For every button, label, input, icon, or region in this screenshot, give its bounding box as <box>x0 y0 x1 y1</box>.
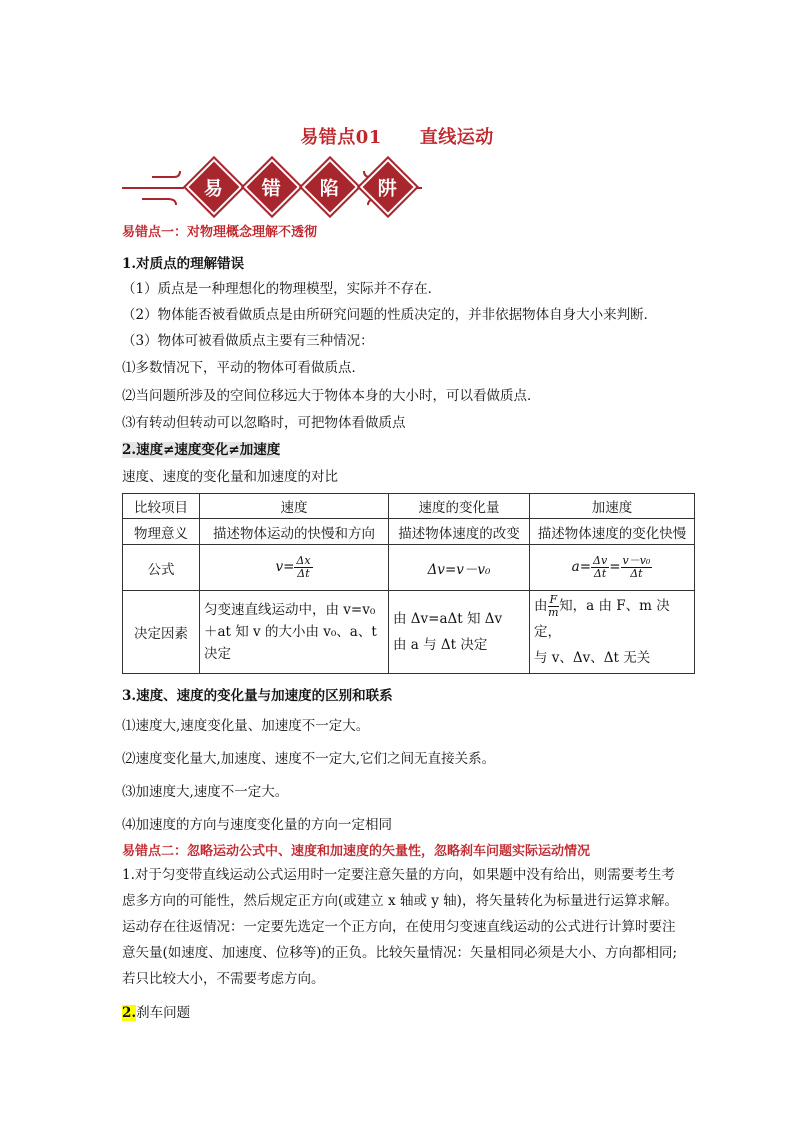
title-left: 易错点01 <box>300 127 382 148</box>
item1-line: ⑶有转动但转动可以忽略时，可把物体看做质点 <box>122 415 406 431</box>
table-row <box>123 591 695 674</box>
item2-title: 2.速度≠速度变化≠加速度 <box>122 442 281 458</box>
section1-heading: 易错点一：对物理概念理解不透彻 <box>122 225 318 240</box>
table-header: 速度的变化量 <box>389 494 530 519</box>
item3-title: 3.速度、速度的变化量与加速度的区别和联系 <box>122 688 393 704</box>
banner-diamond: 阱 <box>360 159 417 216</box>
table-cell: 公式 <box>123 545 200 591</box>
page-title <box>0 123 794 149</box>
item1-line: （1）质点是一种理想化的物理模型，实际并不存在． <box>122 281 442 297</box>
item3-line: ⑶加速度大,速度不一定大。 <box>122 784 289 800</box>
formula-delta-v: Δv=v－v₀ <box>389 545 530 591</box>
trap-banner <box>122 161 422 213</box>
decide-velocity: 匀变速直线运动中，由 v=v₀ ＋at 知 v 的大小由 v₀、a、t 决定 <box>200 591 389 674</box>
table-cell: 描述物体速度的改变 <box>389 519 530 545</box>
banner-diamond: 陷 <box>302 159 359 216</box>
item1-title: 1.对质点的理解错误 <box>122 256 245 272</box>
decide-acceleration: 由 $\frac{F}{m}$ 知，a 由 F、m 决定， 与 v、Δv、Δt 无关 <box>530 591 695 674</box>
section2-paragraph: 1.对于匀变带直线运动公式运用时一定要注意矢量的方向，如果题中没有给出，则需要考生考 虑多方向的可能性，然后规定正方向(或建立 x 轴或 y 轴)，将矢量转化为标量进行运算求解。 运动存在往返情况：一定要先选定一个正方向，在使用匀变速直线运动的公式进行计算时要注 意矢量(如速度、加速度、位移等)的正负。比较矢量情况：矢量相同必须是大小、方向都相同; 若只比较大小，不需要考虑方向。 <box>122 867 678 987</box>
formula-velocity: v= $\frac{\Delta x}{\Delta t}$ <box>200 545 389 591</box>
item1-line: ⑴多数情况下，平动的物体可看做质点． <box>122 360 365 376</box>
banner-diamond: 易 <box>186 159 243 216</box>
section2-heading: 易错点二：忽略运动公式中、速度和加速度的矢量性，忽略刹车问题实际运动情况 <box>122 844 591 859</box>
item1-line: （3）物体可被看做质点主要有三种情况： <box>122 333 374 349</box>
table-cell: 描述物体速度的变化快慢 <box>530 519 695 545</box>
table-header: 加速度 <box>530 494 695 519</box>
title-right: 直线运动 <box>419 127 494 148</box>
table-header: 速度 <box>200 494 389 519</box>
table-cell: 物理意义 <box>123 519 200 545</box>
banner-diamonds <box>188 161 414 213</box>
table-header: 比较项目 <box>123 494 200 519</box>
table-header-row <box>123 494 695 519</box>
item1-line: （2）物体能否被看做质点是由所研究问题的性质决定的，并非依据物体自身大小来判断． <box>122 307 658 323</box>
table-row <box>123 519 695 545</box>
section2-item2: 2.刹车问题 <box>122 1005 191 1021</box>
banner-diamond: 错 <box>244 159 301 216</box>
formula-acceleration: a= $\frac{\Delta v}{\Delta t}$ = $\frac{\text{v－v₀}}{\Delta t}$ <box>530 545 695 591</box>
decide-delta-v: 由 Δv=aΔt 知 Δv 由 a 与 Δt 决定 <box>389 591 530 674</box>
table-cell: 描述物体运动的快慢和方向 <box>200 519 389 545</box>
item1-line: ⑵当问题所涉及的空间位移远大于物体本身的大小时，可以看做质点． <box>122 388 541 404</box>
comparison-table <box>122 493 695 674</box>
item3-line: ⑴速度大,速度变化量、加速度不一定大。 <box>122 718 370 734</box>
table-cell: 决定因素 <box>123 591 200 674</box>
item2-subtitle: 速度、速度的变化量和加速度的对比 <box>122 469 338 485</box>
item3-line: ⑵速度变化量大,加速度、速度不一定大,它们之间无直接关系。 <box>122 751 496 767</box>
item3-line: ⑷加速度的方向与速度变化量的方向一定相同 <box>122 817 392 833</box>
table-row <box>123 545 695 591</box>
